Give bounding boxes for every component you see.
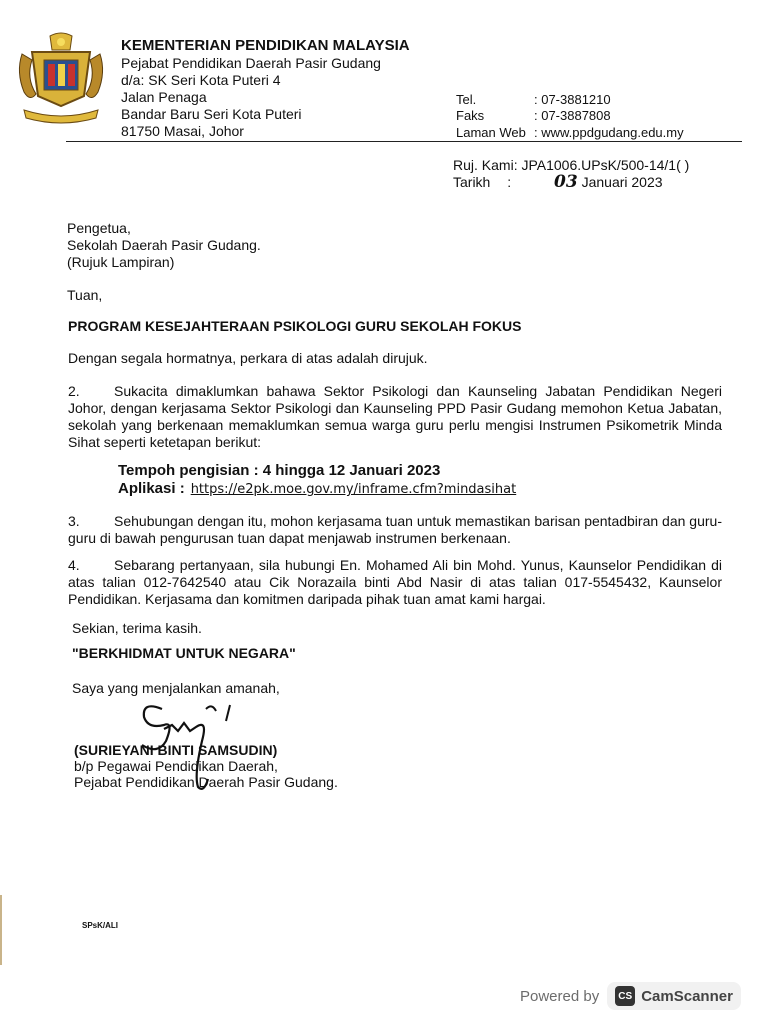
recipient-line: (Rujuk Lampiran) xyxy=(67,254,175,270)
camscanner-logo-icon: CS xyxy=(615,986,635,1006)
ref-value: : JPA1006.UPsK/500-14/1( ) xyxy=(513,157,690,173)
header-divider xyxy=(66,141,742,142)
contact-label: Laman Web xyxy=(456,125,526,140)
paragraph-text: Sehubungan dengan itu, mohon kerjasama tuan untuk memastikan barisan pentadbiran dan guru-guru di bawah pengurusan tuan dapat menjawab instrumen berkenaan. xyxy=(68,513,722,546)
salutation: Tuan, xyxy=(67,287,103,303)
address-line: Jalan Penaga xyxy=(121,89,207,105)
website-link[interactable]: : www.ppdgudang.edu.my xyxy=(534,125,684,140)
paragraph-number: 4. xyxy=(68,557,80,573)
application-line xyxy=(118,480,516,497)
signatory-office: Pejabat Pendidikan Daerah Pasir Gudang. xyxy=(74,774,338,790)
address-line: Bandar Baru Seri Kota Puteri xyxy=(121,106,302,122)
paragraph-text: Sukacita dimaklumkan bahawa Sektor Psikologi dan Kaunseling Jabatan Pendidikan Negeri Johor, dengan kerjasama Sektor Psikologi dan Kaunseling PPD Pasir Gudang memohon Ketua Jabatan, sekolah yang berkenaan memaklumkan semua warga guru perlu mengisi Instrumen Psikometrik Minda Sihat seperti ketetapan berikut: xyxy=(68,383,722,450)
recipient-line: Pengetua, xyxy=(67,220,131,236)
date-month-year: Januari 2023 xyxy=(581,174,663,190)
contact-web xyxy=(456,124,684,141)
powered-by-label: Powered by xyxy=(520,987,600,1005)
paragraph-text: Sebarang pertanyaan, sila hubungi En. Mohamed Ali bin Mohd. Yunus, Kaunselor Pendidikan di atas talian 012-7642540 atau Cik Norazaila binti Abd Nasir di atas talian 017-5545432, Kaunselor Pendidikan. Kerjasama dan komitmen daripada pihak tuan amat kami hargai. xyxy=(68,557,722,607)
contact-label: Faks xyxy=(456,108,485,123)
handwritten-day: 03 xyxy=(554,172,578,192)
camscanner-watermark xyxy=(520,980,741,1012)
motto: "BERKHIDMAT UNTUK NEGARA" xyxy=(72,645,296,661)
address-line: d/a: SK Seri Kota Puteri 4 xyxy=(121,72,281,88)
coat-of-arms-icon xyxy=(14,32,108,124)
footer-code: SPsK/ALI xyxy=(82,921,119,930)
signoff-line: Saya yang menjalankan amanah, xyxy=(72,680,280,696)
paragraph-1: Dengan segala hormatnya, perkara di atas adalah dirujuk. xyxy=(68,350,428,366)
camscanner-badge xyxy=(607,982,741,1010)
signatory-title: b/p Pegawai Pendidikan Daerah, xyxy=(74,758,278,774)
recipient-line: Sekolah Daerah Pasir Gudang. xyxy=(67,237,261,253)
ref-label: Ruj. Kami xyxy=(453,157,514,173)
address-line: 81750 Masai, Johor xyxy=(121,123,244,139)
letter-date xyxy=(453,174,663,191)
letter-subject: PROGRAM KESEJAHTERAAN PSIKOLOGI GURU SEKOLAH FOKUS xyxy=(68,318,522,334)
camscanner-name: CamScanner xyxy=(641,987,733,1005)
application-label: Aplikasi : xyxy=(118,480,185,497)
address-line: Pejabat Pendidikan Daerah Pasir Gudang xyxy=(121,55,381,71)
closing-line: Sekian, terima kasih. xyxy=(72,620,202,636)
contact-tel xyxy=(456,91,611,108)
paragraph-3 xyxy=(68,513,722,547)
contact-value: : 07-3881210 xyxy=(534,92,611,107)
page-edge-shadow xyxy=(0,895,2,965)
paragraph-number: 2. xyxy=(68,383,80,399)
contact-fax xyxy=(456,107,611,124)
filling-period: Tempoh pengisian : 4 hingga 12 Januari 2023 xyxy=(118,462,441,479)
date-label: Tarikh xyxy=(453,174,491,190)
contact-value: : 07-3887808 xyxy=(534,108,611,123)
application-link[interactable]: https://e2pk.moe.gov.my/inframe.cfm?mindasihat xyxy=(190,482,517,497)
contact-label: Tel. xyxy=(456,92,477,107)
ministry-name: KEMENTERIAN PENDIDIKAN MALAYSIA xyxy=(121,37,410,54)
paragraph-4 xyxy=(68,557,722,608)
signatory-name: (SURIEYANI BINTI SAMSUDIN) xyxy=(74,742,278,758)
paragraph-number: 3. xyxy=(68,513,80,529)
paragraph-2 xyxy=(68,383,722,451)
date-separator: : xyxy=(507,174,512,190)
